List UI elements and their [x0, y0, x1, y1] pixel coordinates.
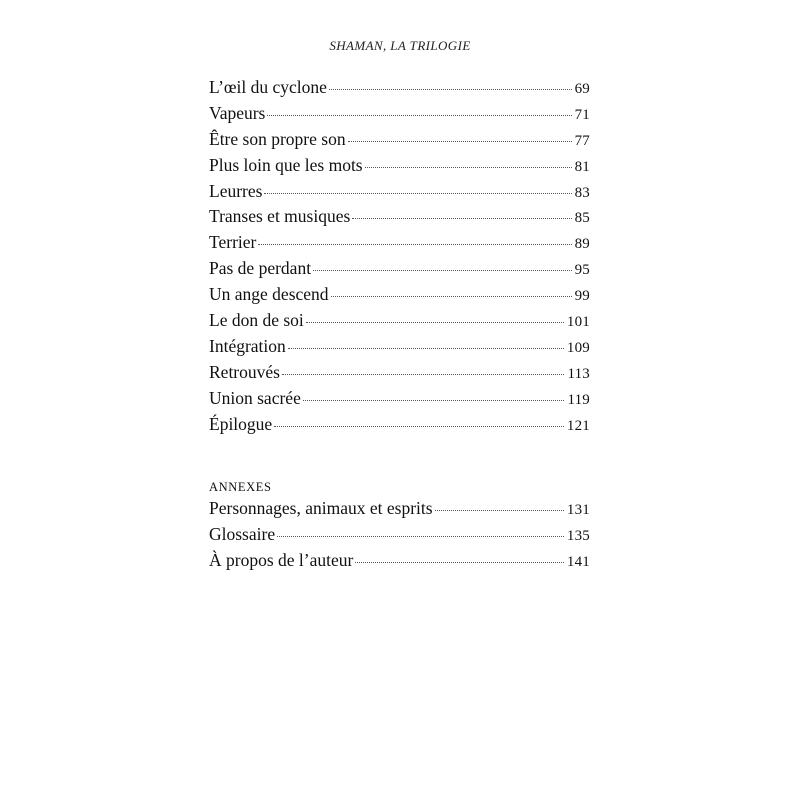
toc-entry-title: Vapeurs	[209, 102, 266, 123]
dot-leader	[277, 536, 564, 537]
annex-entry-title: À propos de l’auteur	[209, 549, 354, 570]
toc-entry	[209, 77, 590, 103]
running-head: SHAMAN, LA TRILOGIE	[329, 38, 471, 53]
dot-leader	[288, 348, 564, 349]
dot-leader	[274, 426, 564, 427]
toc-entry-title: Transes et musiques	[209, 206, 351, 227]
annex-entry	[209, 524, 590, 550]
dot-leader	[303, 400, 565, 401]
toc-entry	[209, 310, 590, 336]
dot-leader	[306, 322, 564, 323]
toc-entry	[209, 258, 590, 284]
toc-entry-page: 85	[574, 210, 590, 227]
annex-entry-title: Personnages, animaux et esprits	[209, 498, 433, 518]
toc-entry-title: Intégration	[209, 335, 286, 356]
annex-entry-page: 131	[566, 502, 590, 518]
toc-entry	[209, 206, 590, 232]
toc-entry-title: Épilogue	[209, 413, 273, 434]
toc-entry-title: Être son propre son	[209, 128, 346, 149]
dot-leader	[258, 244, 571, 245]
toc-entry-page: 71	[574, 106, 590, 123]
toc-entry	[209, 388, 590, 414]
dot-leader	[352, 218, 571, 219]
toc-entry	[209, 232, 590, 258]
dot-leader	[282, 374, 564, 375]
annex-entry	[209, 498, 590, 524]
toc-entry	[209, 362, 590, 388]
toc-entry-page: 101	[566, 314, 590, 331]
toc-entry-title: Retrouvés	[209, 361, 280, 382]
toc-entry-page: 119	[567, 391, 590, 408]
dot-leader	[365, 167, 572, 168]
table-of-contents	[209, 77, 590, 439]
dot-leader	[264, 193, 571, 194]
toc-entry-page: 77	[574, 132, 590, 149]
annexes-heading: ANNEXES	[209, 480, 272, 494]
toc-entry-title: Un ange descend	[209, 284, 329, 305]
toc-entry-page: 95	[574, 262, 590, 279]
toc-entry-page: 69	[574, 81, 590, 97]
annex-entry-page: 135	[566, 527, 590, 544]
toc-entry	[209, 155, 590, 181]
toc-entry	[209, 181, 590, 207]
toc-entry-page: 99	[574, 288, 590, 305]
annex-entry-title: Glossaire	[209, 523, 276, 544]
annexes-section	[209, 478, 590, 576]
toc-entry-page: 113	[567, 365, 590, 382]
dot-leader	[331, 296, 572, 297]
annex-entry	[209, 550, 590, 576]
toc-entry-title: Le don de soi	[209, 310, 304, 331]
dot-leader	[435, 510, 564, 511]
toc-entry	[209, 103, 590, 129]
toc-entry-title: Terrier	[209, 232, 257, 253]
toc-entry-page: 81	[574, 158, 590, 175]
dot-leader	[329, 89, 572, 90]
toc-entry-page: 109	[566, 339, 590, 356]
dot-leader	[348, 141, 572, 142]
annex-entry-page: 141	[566, 553, 590, 570]
toc-entry	[209, 129, 590, 155]
toc-entry-title: L’œil du cyclone	[209, 77, 327, 97]
toc-entry	[209, 414, 590, 440]
dot-leader	[267, 115, 571, 116]
toc-entry-page: 121	[566, 417, 590, 434]
toc-entry	[209, 336, 590, 362]
toc-entry-page: 83	[574, 184, 590, 201]
toc-entry-title: Leurres	[209, 180, 263, 201]
toc-entry-title: Pas de perdant	[209, 258, 312, 279]
toc-entry-page: 89	[574, 236, 590, 253]
toc-entry-title: Union sacrée	[209, 387, 301, 408]
dot-leader	[355, 562, 564, 563]
toc-entry-title: Plus loin que les mots	[209, 154, 363, 175]
dot-leader	[313, 270, 572, 271]
toc-entry	[209, 284, 590, 310]
